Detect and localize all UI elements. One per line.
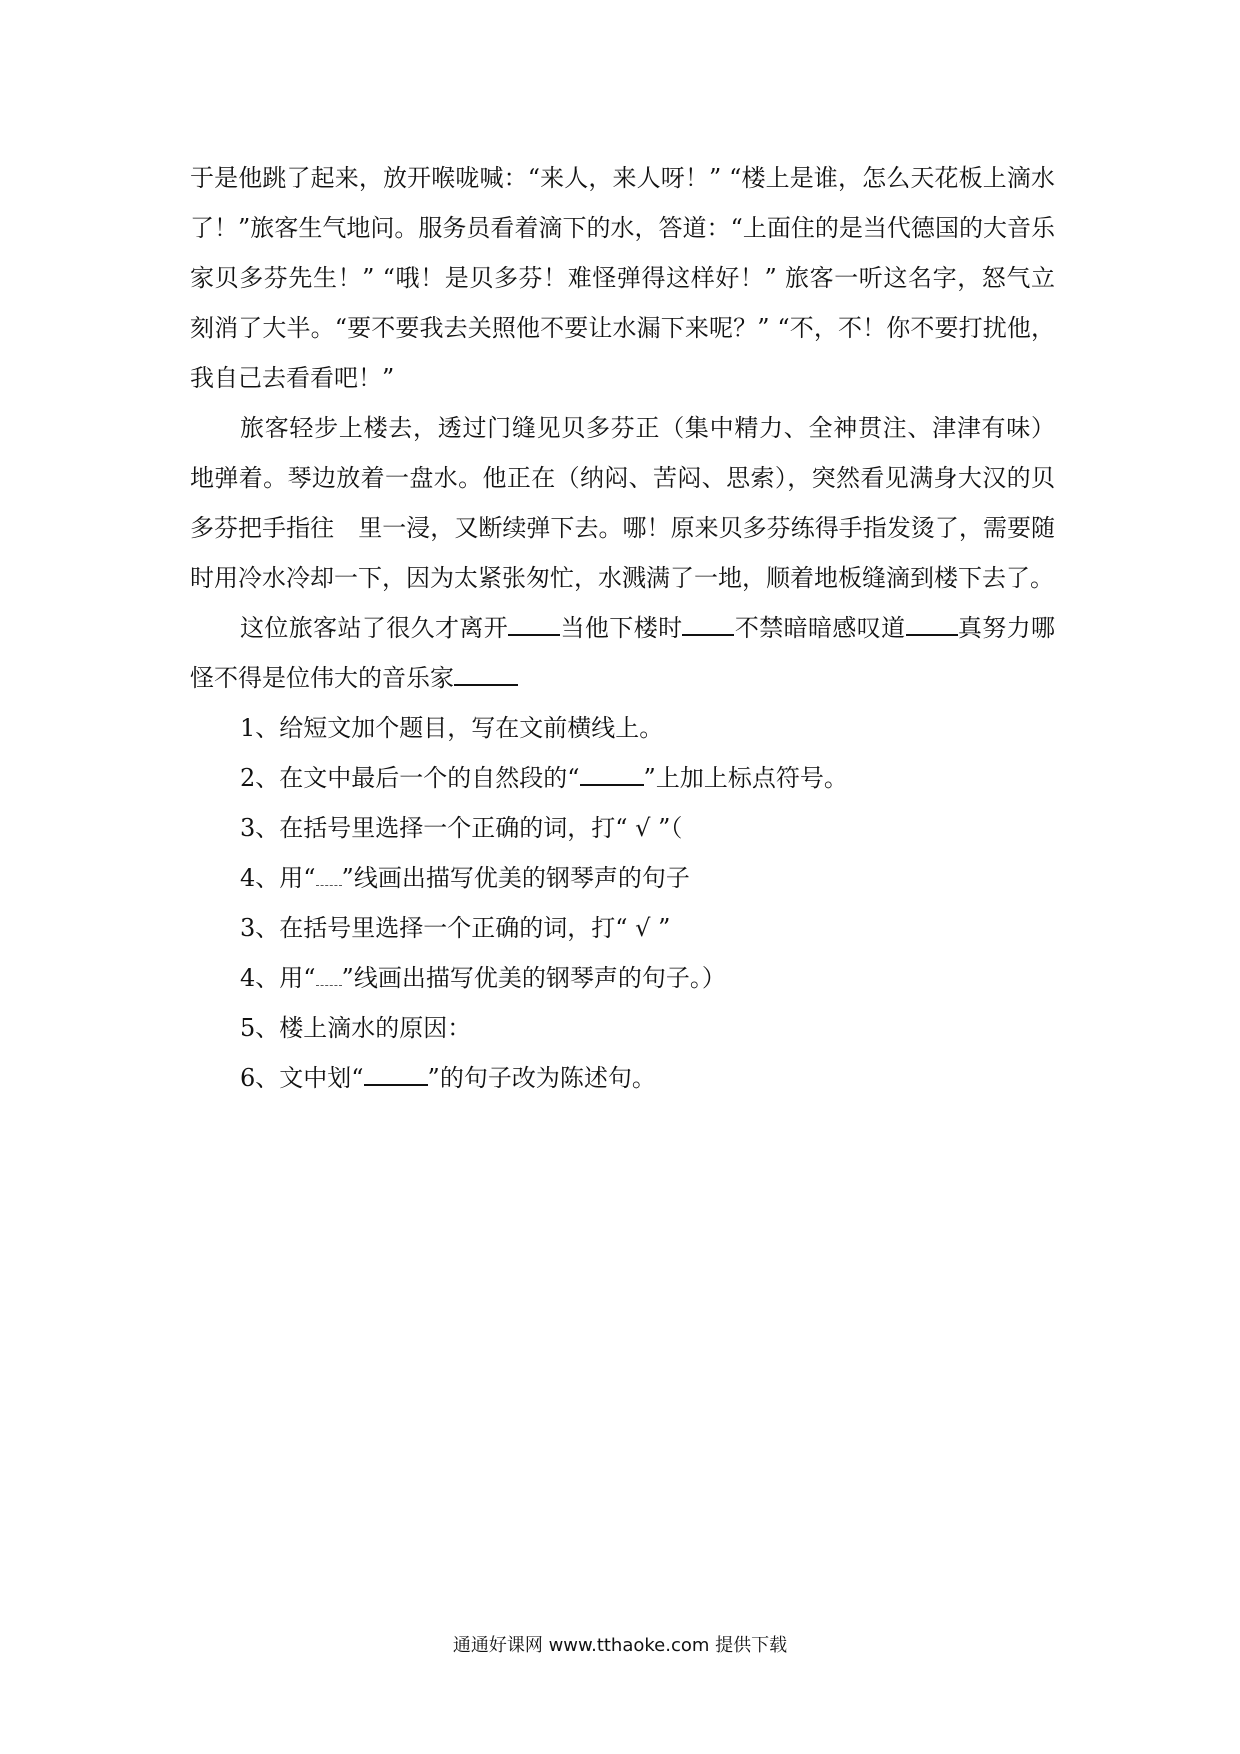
- question-1: 1、给短文加个题目，写在文前横线上。: [240, 714, 664, 742]
- punctuation-blank-2: [682, 612, 734, 636]
- wavy-line-mark: [316, 869, 342, 886]
- question-2-text-after: ”上加上标点符号。: [643, 764, 848, 792]
- question-3a: 3、在括号里选择一个正确的词，打“ √ ”（: [240, 814, 683, 842]
- question-2-blank: [580, 762, 644, 786]
- wavy-line-mark: [316, 969, 342, 986]
- paragraph-2: 旅客轻步上楼去，透过门缝见贝多芬正（集中精力、全神贯注、津津有味）地弹着。琴边放着一盘水。他正在（纳闷、苦闷、思索），突然看见满身大汉的贝多芬把手指往 里一浸，又断续弹下去。哪！原来贝多芬练得手指发烫了，需要随时用冷水冷却一下，因为太紧张匆忙，水溅满了一地，顺着地板缝滴到楼下去了。: [190, 414, 1055, 592]
- punctuation-blank-4: [454, 662, 518, 686]
- question-6-text-before: 6、文中划“: [240, 1064, 364, 1092]
- paragraph-3-part-4: 真努力哪怪不得是位伟大的音乐家: [190, 614, 1056, 692]
- punctuation-blank-1: [508, 612, 560, 636]
- page-footer: 通通好课网 www.tthaoke.com 提供下载: [452, 1635, 788, 1656]
- question-4b-text-before: 4、用“: [240, 964, 316, 992]
- reading-passage: [190, 153, 1055, 1103]
- paragraph-3-part-1: 这位旅客站了很久才离开: [240, 614, 509, 642]
- question-5: 5、楼上滴水的原因：: [240, 1014, 472, 1042]
- question-6-blank: [364, 1062, 428, 1086]
- question-list: [190, 703, 1055, 1103]
- paragraph-3-part-2: 当他下楼时: [560, 614, 683, 642]
- punctuation-blank-3: [906, 612, 958, 636]
- paragraph-3-part-3: 不禁暗暗感叹道: [734, 614, 906, 642]
- question-2: [190, 753, 1055, 803]
- question-3b: 3、在括号里选择一个正确的词，打“ √ ”: [240, 914, 671, 942]
- question-2-text-before: 2、在文中最后一个的自然段的“: [240, 764, 580, 792]
- question-4a-text-before: 4、用“: [240, 864, 316, 892]
- question-4a-text-after: ”线画出描写优美的钢琴声的句子: [341, 864, 690, 892]
- paragraph-3: [190, 603, 1055, 703]
- question-6-text-after: ”的句子改为陈述句。: [427, 1064, 656, 1092]
- question-4b-text-after: ”线画出描写优美的钢琴声的句子。）: [341, 964, 726, 992]
- paragraph-1: 于是他跳了起来，放开喉咙喊：“来人，来人呀！” “楼上是谁，怎么天花板上滴水了！”旅客生气地问。服务员看着滴下的水，答道：“上面住的是当代德国的大音乐家贝多芬先生！” “哦！是贝多芬！难怪弹得这样好！” 旅客一听这名字，怒气立刻消了大半。“要不要我去关照他不要让水漏下来呢？” “不，不！你不要打扰他，我自己去看看吧！”: [190, 164, 1055, 392]
- question-6: [190, 1053, 1055, 1103]
- question-4b: [190, 953, 1055, 1003]
- question-4a: [190, 853, 1055, 903]
